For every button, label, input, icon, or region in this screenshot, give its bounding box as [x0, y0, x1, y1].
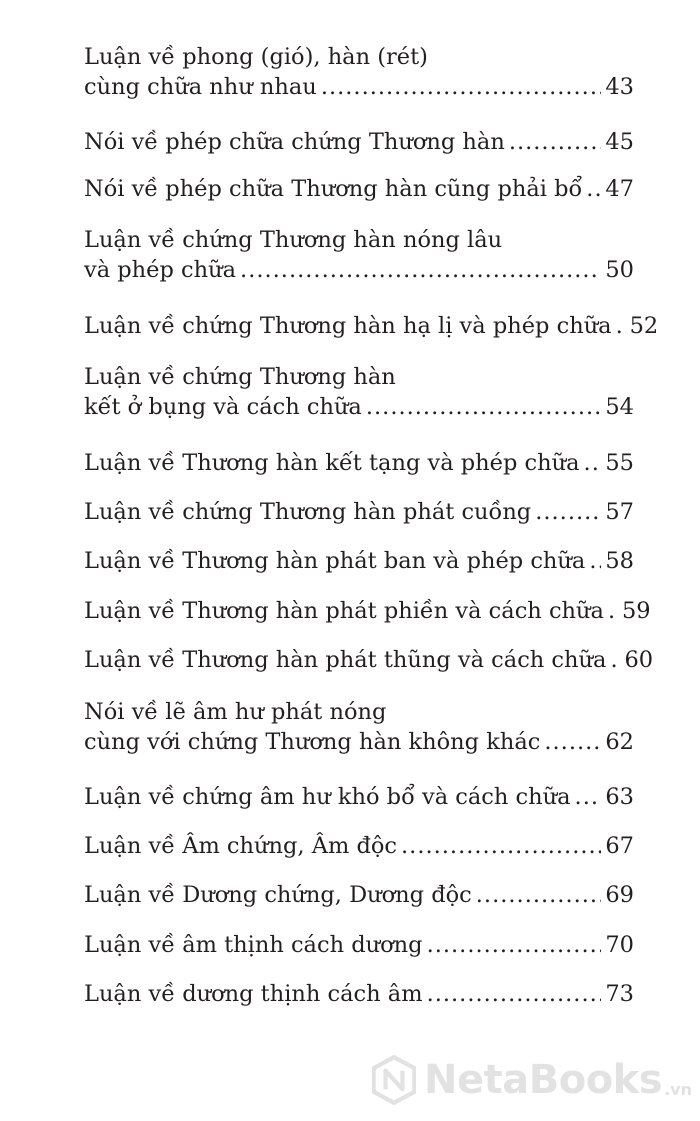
dot-leader — [240, 255, 601, 285]
dot-leader — [535, 497, 601, 527]
toc-entry — [84, 546, 634, 576]
toc-entry — [84, 448, 634, 478]
toc-page-number: 43 — [605, 74, 634, 100]
dot-leader — [608, 596, 618, 626]
dot-leader — [476, 880, 602, 910]
toc-entry — [84, 880, 634, 910]
toc-entry-title: Nói về phép chữa chứng Thương hàn — [84, 129, 505, 155]
toc-page-number: 67 — [605, 833, 634, 859]
toc-entry — [84, 362, 634, 422]
toc-page-number: 57 — [605, 499, 634, 525]
toc-entry-title: Luận về Dương chứng, Dương độc — [84, 882, 472, 908]
toc-entry-title: Nói về phép chữa Thương hàn cũng phải bổ — [84, 176, 583, 202]
dot-leader — [427, 930, 602, 960]
toc-page-number: 45 — [605, 129, 634, 155]
toc-entry-title: Luận về âm thịnh cách dương — [84, 932, 423, 958]
dot-leader — [509, 127, 602, 157]
watermark — [372, 1045, 692, 1115]
toc-page-number: 47 — [605, 176, 634, 202]
toc-entry-title: Luận về Thương hàn phát thũng và cách chữa — [84, 647, 607, 673]
toc-page-number: 70 — [605, 932, 634, 958]
toc-page-number: 60 — [624, 647, 654, 673]
toc-entry-title: và phép chữa — [84, 257, 237, 283]
dot-leader — [575, 782, 602, 812]
toc-entry-title: Luận về chứng Thương hàn phát cuồng — [84, 499, 532, 525]
toc-page-number: 52 — [629, 313, 659, 339]
toc-entry — [84, 697, 634, 757]
toc-entry — [84, 42, 634, 102]
toc-entry-title-line1: Nói về lẽ âm hư phát nóng — [84, 699, 387, 725]
netabooks-logo-icon — [372, 1051, 416, 1109]
toc-entry — [84, 782, 634, 812]
dot-leader — [616, 311, 626, 341]
toc-entry-title: kết ở bụng và cách chữa — [84, 394, 362, 420]
dot-leader — [589, 546, 601, 576]
toc-entry-title: Luận về Thương hàn phát phiền và cách chữa — [84, 598, 604, 624]
toc-entry — [84, 225, 634, 285]
watermark-brand: NetaBooks — [424, 1057, 663, 1103]
dot-leader — [544, 727, 601, 757]
toc-page-number: 50 — [605, 257, 634, 283]
toc-page-number: 73 — [605, 981, 634, 1007]
toc-entry-title: cùng với chứng Thương hàn không khác — [84, 729, 541, 755]
toc-entry-title-line1: Luận về chứng Thương hàn nóng lâu — [84, 227, 503, 253]
toc-entry-title: Luận về Âm chứng, Âm độc — [84, 833, 398, 859]
dot-leader — [586, 174, 601, 204]
toc-page-number: 63 — [605, 784, 634, 810]
toc-page-number: 59 — [621, 598, 651, 624]
toc-entry — [84, 596, 651, 626]
toc-entry — [84, 497, 634, 527]
toc-page-number: 62 — [605, 729, 634, 755]
toc-entry — [84, 174, 634, 204]
dot-leader — [427, 979, 602, 1009]
toc-page-number: 54 — [605, 394, 634, 420]
dot-leader — [610, 645, 620, 675]
toc-page-number: 55 — [605, 450, 634, 476]
toc-entry-title: Luận về chứng Thương hàn hạ lị và phép chữa — [84, 313, 612, 339]
dot-leader — [321, 72, 602, 102]
toc-entry-title: Luận về chứng âm hư khó bổ và cách chữa — [84, 784, 571, 810]
toc-entry — [84, 311, 659, 341]
toc-entry-title: Luận về Thương hàn phát ban và phép chữa — [84, 548, 586, 574]
watermark-suffix: .vn — [664, 1080, 692, 1099]
dot-leader — [401, 831, 601, 861]
dot-leader — [584, 448, 602, 478]
toc-entry — [84, 831, 634, 861]
toc-entry — [84, 645, 654, 675]
toc-entry-title: Luận về dương thịnh cách âm — [84, 981, 423, 1007]
toc-entry-title: Luận về Thương hàn kết tạng và phép chữa — [84, 450, 580, 476]
toc-entry — [84, 979, 634, 1009]
toc-entry-title-line1: Luận về chứng Thương hàn — [84, 364, 396, 390]
toc-entry — [84, 930, 634, 960]
toc-page-number: 58 — [605, 548, 634, 574]
dot-leader — [366, 392, 602, 422]
toc-entry — [84, 127, 634, 157]
toc-entry-title-line1: Luận về phong (gió), hàn (rét) — [84, 44, 428, 70]
toc-entry-title: cùng chữa như nhau — [84, 74, 317, 100]
toc-page-number: 69 — [605, 882, 634, 908]
